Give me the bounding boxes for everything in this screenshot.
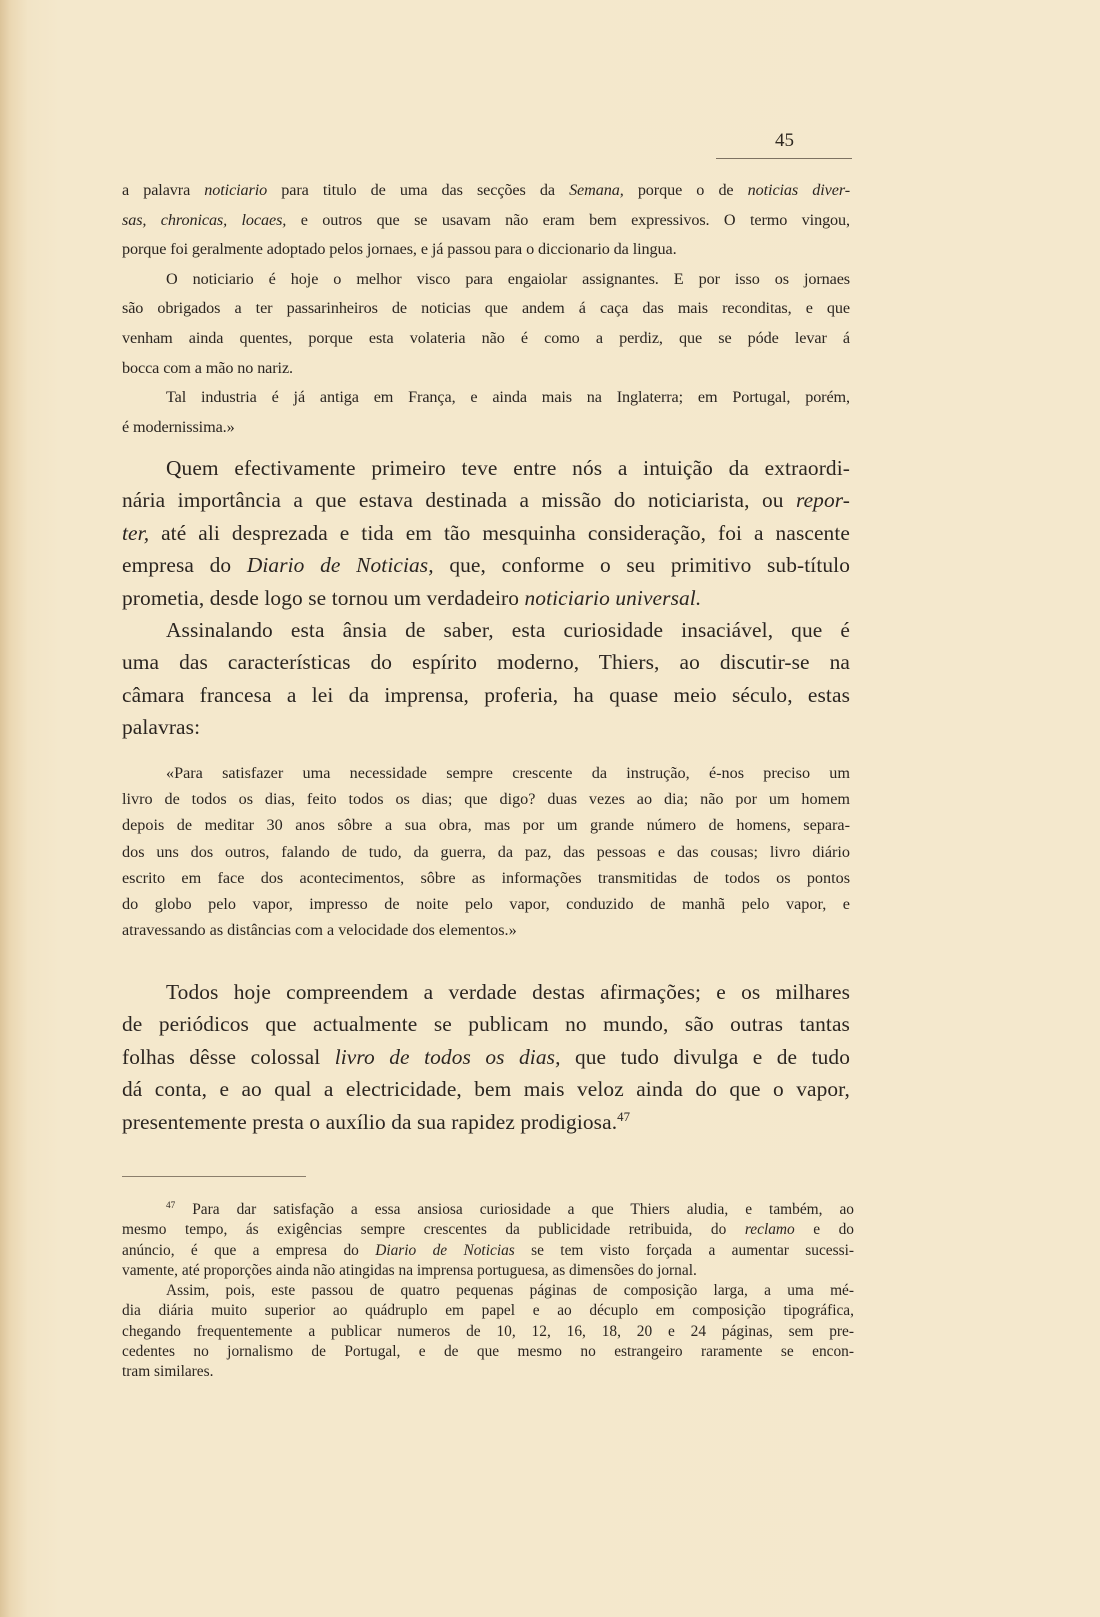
footnote-47 <box>122 1200 854 1383</box>
text-line: Tal industria é já antiga em França, e ainda mais na Inglaterra; em Portugal, porém, <box>166 388 850 407</box>
text-line: depois de meditar 30 anos sôbre a sua obra, mas por um grande número de homens, separa- <box>122 816 850 835</box>
main-text-block-2 <box>122 976 850 1138</box>
text-line: O noticiario é hoje o melhor visco para engaiolar assignantes. E por isso os jornaes <box>166 269 850 288</box>
text-line: ter, até ali desprezada e tida em tão mesquinha consideração, foi a nascente <box>122 520 850 545</box>
text-line: uma das características do espírito moderno, Thiers, ao discutir-se na <box>122 650 850 675</box>
text-line: dá conta, e ao qual a electricidade, bem mais veloz ainda do que o vapor, <box>122 1077 850 1102</box>
text-line: a palavra noticiario para titulo de uma das secções da Semana, porque o de noticias diver- <box>122 181 850 199</box>
page-header <box>716 130 852 159</box>
text-line: prometia, desde logo se tornou um verdadeiro noticiario universal. <box>122 585 702 610</box>
main-paragraph-2 <box>122 614 850 744</box>
thiers-quote <box>122 760 850 943</box>
footnote-divider <box>122 1176 306 1177</box>
text-line: vamente, até proporções ainda não atingidas na imprensa portuguesa, as dimensões do jornal. <box>122 1261 697 1279</box>
footnote-paragraph-1 <box>122 1200 854 1281</box>
text-line: folhas dêsse colossal livro de todos os dias, que tudo divulga e de tudo <box>122 1044 851 1069</box>
text-line: bocca com a mão no nariz. <box>122 358 293 377</box>
text-line: câmara francesa a lei da imprensa, proferia, ha quase meio século, estas <box>122 682 850 707</box>
italic-text: Semana, <box>569 181 624 199</box>
text-line: é modernissima.» <box>122 417 235 436</box>
text-line: porque foi geralmente adoptado pelos jornaes, e já passou para o diccionario da lingua. <box>122 240 677 259</box>
text-line: cedentes no jornalismo de Portugal, e de que mesmo no estrangeiro raramente se encon- <box>122 1343 854 1361</box>
italic-text: Diario de Noticias <box>375 1241 515 1259</box>
italic-text: livro de todos os dias, <box>334 1044 561 1069</box>
text-line: presentemente presta o auxílio da sua rapidez prodigiosa.$^{47}$ <box>122 1109 631 1134</box>
footnote-marker: 47 <box>166 1199 176 1210</box>
italic-text: noticiario <box>204 181 268 199</box>
text-line: livro de todos os dias, feito todos os dias; que digo? duas vezes ao dia; não por um homem <box>122 790 850 809</box>
footnote-paragraph-2 <box>122 1281 854 1382</box>
italic-text: repor- <box>795 488 850 513</box>
text-line: Assinalando esta ânsia de saber, esta curiosidade insaciável, que é <box>166 618 850 643</box>
italic-text: ter, <box>122 520 150 545</box>
italic-text: sas, chronicas, locaes, <box>122 210 287 229</box>
page-number: 45 <box>775 130 794 151</box>
footnote-reference: 47 <box>617 1109 631 1124</box>
text-line: $^{47}$ Para dar satisfação a essa ansiosa curiosidade a que Thiers aludia, e também, ao <box>166 1199 854 1218</box>
text-line: venham ainda quentes, porque esta volateria não é como a perdiz, que se póde levar á <box>122 328 850 347</box>
main-text-block-1 <box>122 452 850 744</box>
text-line: mesmo tempo, ás exigências sempre crescentes da publicidade retribuida, do reclamo e do <box>122 1221 855 1239</box>
text-line: de periódicos que actualmente se publicam no mundo, são outras tantas <box>122 1012 850 1037</box>
text-line: tram similares. <box>122 1363 214 1381</box>
main-paragraph-3 <box>122 976 850 1138</box>
text-line: atravessando as distâncias com a velocidade dos elementos.» <box>122 921 517 940</box>
italic-text: reclamo <box>744 1221 795 1239</box>
text-line: Quem efectivamente primeiro teve entre nós a intuição da extraordi- <box>166 456 850 480</box>
italic-text: Diario de Noticias, <box>246 553 434 578</box>
text-line: sas, chronicas, locaes, e outros que se usavam não eram bem expressivos. O termo vingou, <box>122 210 850 229</box>
text-line: anúncio, é que a empresa do Diario de Noticias se tem visto forçada a aumentar sucessi- <box>122 1241 854 1259</box>
text-line: do globo pelo vapor, impresso de noite pelo vapor, conduzido de manhã pelo vapor, e <box>122 895 850 914</box>
italic-text: noticiario universal. <box>524 585 702 610</box>
quoted-passage-intro <box>122 176 850 442</box>
text-line: Assim, pois, este passou de quatro pequenas páginas de composição larga, a uma mé- <box>166 1282 854 1300</box>
text-line: dos uns dos outros, falando de tudo, da guerra, da paz, das pessoas e das cousas; livro diário <box>122 842 850 861</box>
italic-text: noticias diver- <box>747 181 850 199</box>
text-line: Todos hoje compreendem a verdade destas afirmações; e os milhares <box>166 980 850 1004</box>
text-line: dia diária muito superior ao quádruplo em papel e ao décuplo em composição tipográfica, <box>122 1302 854 1320</box>
text-line: chegando frequentemente a publicar numeros de 10, 12, 16, 18, 20 e 24 páginas, sem pre- <box>122 1322 854 1340</box>
text-line: são obrigados a ter passarinheiros de noticias que andem á caça das mais reconditas, e que <box>122 299 850 318</box>
text-line: escrito em face dos acontecimentos, sôbre as informações transmitidas de todos os pontos <box>122 868 850 887</box>
intro-paragraph-3 <box>122 383 850 442</box>
text-line: «Para satisfazer uma necessidade sempre crescente da instrução, é-nos preciso um <box>166 764 850 782</box>
text-line: empresa do Diario de Noticias, que, conforme o seu primitivo sub-título <box>122 553 850 578</box>
quote-paragraph <box>122 760 850 943</box>
main-paragraph-1 <box>122 452 850 614</box>
text-line: palavras: <box>122 715 201 740</box>
text-line: nária importância a que estava destinada a missão do noticiarista, ou repor- <box>122 488 850 513</box>
intro-paragraph-1 <box>122 176 850 265</box>
intro-paragraph-2 <box>122 265 850 383</box>
